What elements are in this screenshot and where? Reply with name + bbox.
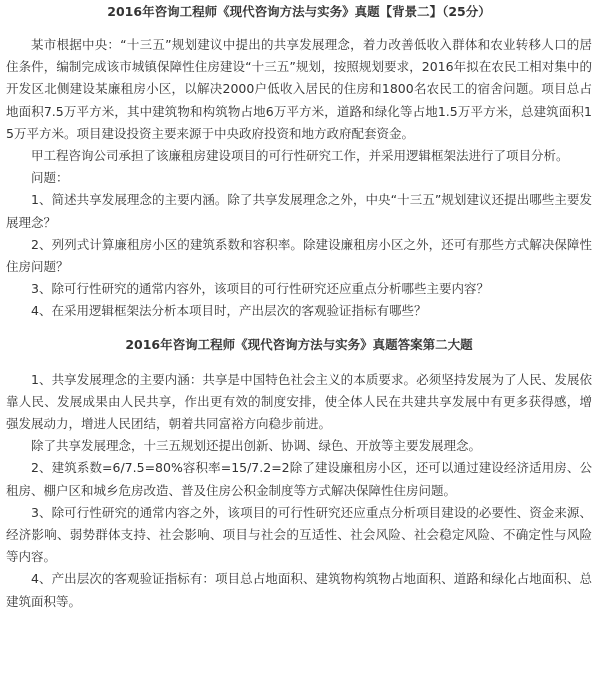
answer-item-1-extra: 除了共享发展理念，十三五规划还提出创新、协调、绿色、开放等主要发展理念。 <box>31 438 482 454</box>
question-item-4: 4、在采用逻辑框架法分析本项目时，产出层次的客观验证指标有哪些？ <box>31 303 427 319</box>
answer-item-4: 4、产出层次的客观验证指标有：项目总占地面积、建筑物构筑物占地面积、道路和绿化占地面积、总建筑面积等。 <box>6 571 592 609</box>
answer-item-3: 3、除可行性研究的通常内容之外，该项目的可行性研究还应重点分析项目建设的必要性、资金来源、经济影响、弱势群体支持、社会影响、项目与社会的互适性、社会风险、社会稳定风险、不确定性与风险等内容。 <box>6 504 592 565</box>
spacer <box>6 22 592 34</box>
question-item-3: 3、除可行性研究的通常内容外，该项目的可行性研究还应重点分析哪些主要内容？ <box>31 281 489 297</box>
background-paragraph: 某市根据中央：“十三五”规划建议中提出的共享发展理念，着力改善低收入群体和农业转移人口的居住条件，编制完成该市城镇保障性住房建设“十三五”规划，按照规划要求，2016年拟在农民工相对集中的开发区北侧建设某廉租房小区，以解决2000户低收入居民的住房和1800名农民工的宿舍问题。项目总占地面积7.5万平方米，其中建筑物和构筑物占地6万平方米，道路和绿化等占地1.5万平方米，总建筑面积15万平方米。项目建设投资主要来源于中央政府投资和地方政府配套资金。 <box>6 37 592 141</box>
question-title: 2016年咨询工程师《现代咨询方法与实务》真题【背景二】（25分） <box>107 4 491 19</box>
question-item-1: 1、简述共享发展理念的主要内涵。除了共享发展理念之外，中央“十三五”规划建议还提出哪些主要发展理念？ <box>6 192 592 230</box>
questions-heading: 问题： <box>31 170 69 186</box>
background-paragraph-2: 甲工程咨询公司承担了该廉租房建设项目的可行性研究工作，并采用逻辑框架法进行了项目分析。 <box>31 148 569 164</box>
answer-item-1: 1、共享发展理念的主要内涵：共享是中国特色社会主义的本质要求。必须坚持发展为了人民、发展依靠人民、发展成果由人民共享，作出更有效的制度安排，使全体人民在共建共享发展中有更多获得感，增强发展动力，增进人民团结，朝着共同富裕方向稳步前进。 <box>6 371 592 432</box>
question-item-2: 2、列列式计算廉租房小区的建筑系数和容积率。除建设廉租房小区之外，还可有那些方式解决保障性住房问题？ <box>6 236 592 275</box>
answer-body <box>6 369 592 613</box>
answer-item-2: 2、建筑系数=6/7.5=80%容积率=15/7.2=2除了建设廉租房小区，还可以通过建设经济适用房、公租房、棚户区和城乡危房改造、普及住房公积金制度等方式解决保障性住房问题。 <box>6 460 592 498</box>
question-body <box>6 34 592 323</box>
answer-title: 2016年咨询工程师《现代咨询方法与实务》真题答案第二大题 <box>125 336 473 352</box>
spacer <box>6 355 592 369</box>
